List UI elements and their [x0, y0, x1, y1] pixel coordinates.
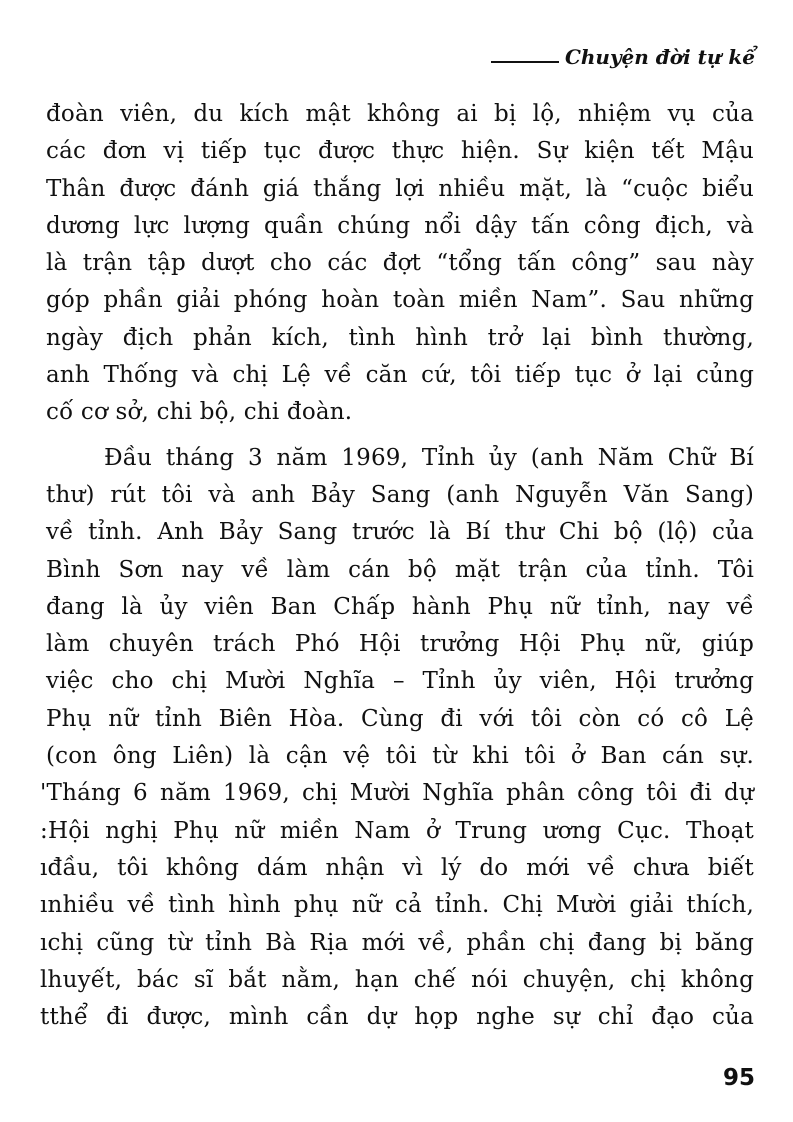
- page-number: 95: [722, 1065, 755, 1091]
- text-line: Thân được đánh giá thắng lợi nhiều mặt, là “cuộc biểu: [46, 175, 754, 202]
- running-title: Chuyện đời tự kể: [564, 45, 755, 69]
- body-text: [40, 96, 754, 1036]
- text-line: là trận tập dượt cho các đợt “tổng tấn công” sau này: [46, 250, 754, 277]
- text-line: các đơn vị tiếp tục được thực hiện. Sự kiện tết Mậu: [46, 138, 754, 165]
- text-line: anh Thống và chị Lệ về căn cứ, tôi tiếp tục ở lại củng: [46, 362, 754, 389]
- paragraph-2: [40, 440, 754, 1037]
- running-header: [491, 44, 755, 70]
- text-line: góp phần giải phóng hoàn toàn miền Nam”. Sau những: [46, 287, 754, 314]
- paragraph-1: [46, 96, 754, 432]
- text-line: việc cho chị Mười Nghĩa – Tỉnh ủy viên, Hội trưởng: [46, 668, 754, 695]
- text-line: Phụ nữ tỉnh Biên Hòa. Cùng đi với tôi còn có cô Lệ: [46, 705, 754, 732]
- text-line: 'Tháng 6 năm 1969, chị Mười Nghĩa phân công tôi đi dự: [40, 780, 754, 807]
- text-line: tthể đi được, mình cần dự họp nghe sự chỉ đạo của: [40, 1004, 754, 1031]
- text-line: (con ông Liên) là cận vệ tôi từ khi tôi ở Ban cán sự.: [46, 743, 754, 770]
- text-line: :Hội nghị Phụ nữ miền Nam ở Trung ương Cục. Thoạt: [40, 817, 754, 844]
- text-line: cố cơ sở, chi bộ, chi đoàn.: [46, 399, 353, 426]
- text-line: thư) rút tôi và anh Bảy Sang (anh Nguyễn Văn Sang): [46, 481, 754, 508]
- text-line: lhuyết, bác sĩ bắt nằm, hạn chế nói chuyện, chị không: [40, 966, 754, 993]
- text-line: về tỉnh. Anh Bảy Sang trước là Bí thư Chi bộ (lộ) của: [46, 519, 754, 546]
- text-line: đang là ủy viên Ban Chấp hành Phụ nữ tỉnh, nay về: [46, 593, 754, 620]
- text-line: Đầu tháng 3 năm 1969, Tỉnh ủy (anh Năm Chữ Bí: [104, 444, 754, 471]
- text-line: ıđầu, tôi không dám nhận vì lý do mới về chưa biết: [40, 854, 754, 881]
- text-line: đoàn viên, du kích mật không ai bị lộ, nhiệm vụ của: [46, 101, 754, 127]
- text-line: làm chuyên trách Phó Hội trưởng Hội Phụ nữ, giúp: [46, 631, 754, 658]
- text-line: ıchị cũng từ tỉnh Bà Rịa mới về, phần chị đang bị băng: [40, 929, 754, 956]
- text-line: dương lực lượng quần chúng nổi dậy tấn công địch, và: [46, 212, 754, 239]
- header-rule: [491, 61, 559, 63]
- text-line: Bình Sơn nay về làm cán bộ mặt trận của tỉnh. Tôi: [46, 556, 754, 583]
- text-line: ınhiều về tình hình phụ nữ cả tỉnh. Chị Mười giải thích,: [40, 892, 754, 919]
- text-line: ngày địch phản kích, tình hình trở lại bình thường,: [46, 324, 754, 351]
